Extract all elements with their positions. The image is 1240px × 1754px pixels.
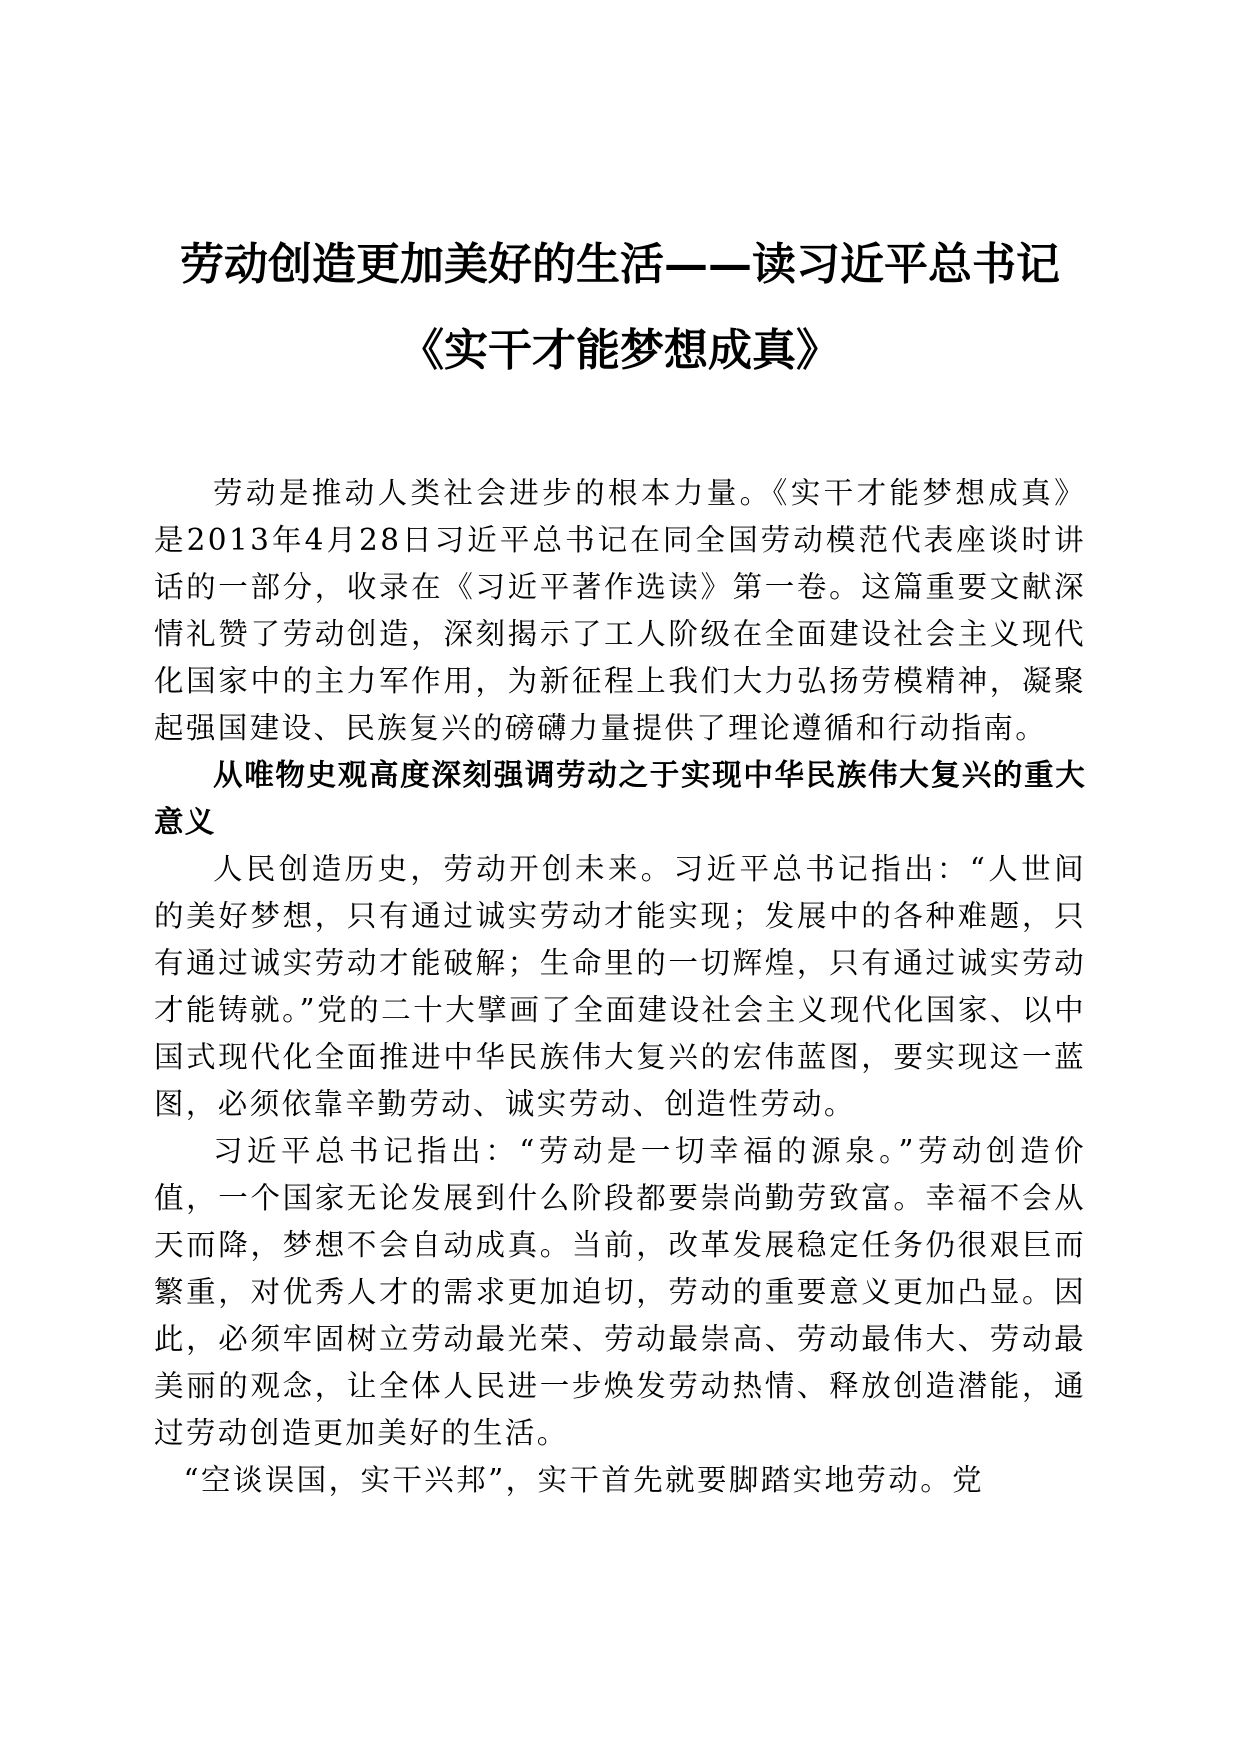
paragraph-history: 人民创造历史，劳动开创未来。习近平总书记指出：“人世间的美好梦想，只有通过诚实劳动才能实现；发展中的各种难题，只有通过诚实劳动才能破解；生命里的一切辉煌，只有通过诚实劳动才能铸就。”党的二十大擘画了全面建设社会主义现代化国家、以中国式现代化全面推进中华民族伟大复兴的宏伟蓝图，要实现这一蓝图，必须依靠辛勤劳动、诚实劳动、创造性劳动。 xyxy=(154,852,1086,1121)
title-line-2: 《实干才能梦想成真》 xyxy=(400,325,840,376)
paragraph-happiness: 习近平总书记指出：“劳动是一切幸福的源泉。”劳动创造价值，一个国家无论发展到什么阶段都要崇尚勤劳致富。幸福不会从天而降，梦想不会自动成真。当前，改革发展稳定任务仍很艰巨而繁重，对优秀人才的需求更加迫切，劳动的重要意义更加凸显。因此，必须牢固树立劳动最光荣、劳动最崇高、劳动最伟大、劳动最美丽的观念，让全体人民进一步焕发劳动热情、释放创造潜能，通过劳动创造更加美好的生活。 xyxy=(154,1134,1086,1450)
paragraph-intro: 劳动是推动人类社会进步的根本力量。《实干才能梦想成真》是2013年4月28日习近平总书记在同全国劳动模范代表座谈时讲话的一部分，收录在《习近平著作选读》第一卷。这篇重要文献深情礼赞了劳动创造，深刻揭示了工人阶级在全面建设社会主义现代化国家中的主力军作用，为新征程上我们大力弘扬劳模精神，凝聚起强国建设、民族复兴的磅礴力量提供了理论遵循和行动指南。 xyxy=(154,476,1086,745)
title-line-1: 劳动创造更加美好的生活——读习近平总书记 xyxy=(180,239,1060,290)
section-heading: 从唯物史观高度深刻强调劳动之于实现中华民族伟大复兴的重大意义 xyxy=(154,758,1086,839)
document-body xyxy=(154,470,1086,1504)
document-title xyxy=(150,222,1090,394)
paragraph-practice: “空谈误国，实干兴邦”，实干首先就要脚踏实地劳动。党 xyxy=(183,1463,985,1497)
